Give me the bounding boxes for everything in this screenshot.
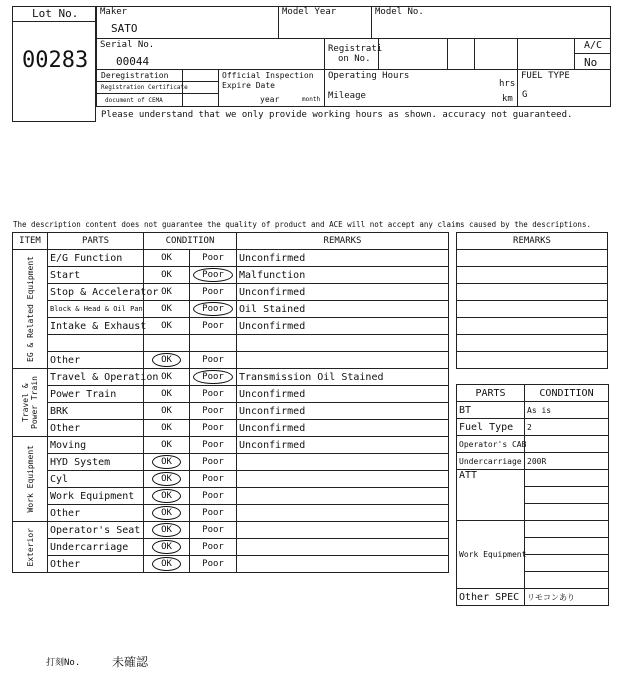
part-name <box>48 335 144 352</box>
poor-cell <box>190 352 237 369</box>
remark-cell: Unconfirmed <box>237 437 449 454</box>
poor-cell <box>190 284 237 301</box>
part-name: Travel & Operation <box>48 369 144 386</box>
poor-cell <box>190 386 237 403</box>
poor-cell <box>190 369 237 386</box>
inspection-row <box>13 284 449 301</box>
part-name: E/G Function <box>48 250 144 267</box>
ok-mark: OK <box>161 321 172 331</box>
ok-cell <box>144 539 190 556</box>
inspection-row <box>13 556 449 573</box>
ok-mark: OK <box>161 253 172 263</box>
inspection-row <box>13 386 449 403</box>
part-name: HYD System <box>48 454 144 471</box>
poor-mark: Poor <box>202 457 224 467</box>
registration-no-cell-1 <box>378 38 448 70</box>
poor-cell <box>190 420 237 437</box>
remarks-header: REMARKS <box>237 233 449 250</box>
poor-cell <box>190 471 237 488</box>
poor-mark: Poor <box>202 508 224 518</box>
other-spec-value: リモコンあり <box>525 589 609 606</box>
part-name: Power Train <box>48 386 144 403</box>
fuel-type-label: FUEL TYPE <box>521 71 570 81</box>
poor-mark: Poor <box>202 321 224 331</box>
year-label: year <box>260 95 280 104</box>
ok-mark: OK <box>161 304 172 314</box>
right-remarks-row <box>457 267 608 284</box>
inspection-label-1: Official Inspection <box>222 71 314 80</box>
remark-cell <box>237 522 449 539</box>
ok-cell <box>144 454 190 471</box>
registration-no-label-2: on No. <box>338 54 371 64</box>
remark-cell: Transmission Oil Stained <box>237 369 449 386</box>
poor-cell <box>190 335 237 352</box>
ac-label: A/C <box>584 40 603 51</box>
part-name: Cyl <box>48 471 144 488</box>
operator-cab-label: Operator's CAB <box>457 436 525 453</box>
poor-mark: Poor <box>202 559 224 569</box>
work-equipment-row-label: Work Equipment <box>457 521 525 589</box>
undercarriage-row-value: 200R <box>525 453 609 470</box>
operating-hours-label: Operating Hours <box>328 71 410 81</box>
poor-cell <box>190 403 237 420</box>
ok-mark: OK <box>152 472 181 486</box>
poor-cell <box>190 454 237 471</box>
item-group-label: Exterior <box>25 527 35 567</box>
poor-mark: Poor <box>193 302 233 316</box>
inspection-row <box>13 301 449 318</box>
ok-mark: OK <box>161 440 172 450</box>
poor-cell <box>190 267 237 284</box>
part-name: Undercarriage <box>48 539 144 556</box>
ok-cell <box>144 250 190 267</box>
poor-cell <box>190 301 237 318</box>
poor-mark: Poor <box>202 525 224 535</box>
condition-header: CONDITION <box>144 233 237 250</box>
remark-cell <box>237 539 449 556</box>
remark-cell <box>237 488 449 505</box>
part-name: Start <box>48 267 144 284</box>
lot-no-label: Lot No. <box>32 7 79 20</box>
remark-cell <box>237 505 449 522</box>
ok-cell <box>144 403 190 420</box>
work-equipment-value <box>525 538 609 555</box>
model-year-label: Model Year <box>282 7 337 17</box>
poor-mark: Poor <box>202 355 224 365</box>
right-parts-table <box>456 384 609 606</box>
remark-cell: Unconfirmed <box>237 318 449 335</box>
inspection-row <box>13 454 449 471</box>
operator-cab-value <box>525 436 609 453</box>
inspection-row <box>13 335 449 352</box>
poor-mark: Poor <box>202 389 224 399</box>
item-group-cell <box>13 437 48 522</box>
part-name: Moving <box>48 437 144 454</box>
registration-no-label-1: Registrati <box>328 44 383 54</box>
inspection-row <box>13 505 449 522</box>
inspection-row <box>13 250 449 267</box>
item-group-label: Work Equipment <box>25 445 35 513</box>
right-condition-header: CONDITION <box>525 385 609 402</box>
ok-mark: OK <box>152 557 181 571</box>
ok-mark: OK <box>161 406 172 416</box>
item-group-cell <box>13 369 48 437</box>
right-remarks-row <box>457 301 608 318</box>
inspection-row <box>13 488 449 505</box>
inspection-row <box>13 352 449 369</box>
right-remarks-header: REMARKS <box>457 233 608 250</box>
inspection-row <box>13 369 449 386</box>
poor-cell <box>190 250 237 267</box>
att-value <box>525 470 609 487</box>
att-value <box>525 487 609 504</box>
fuel-type-row-value: 2 <box>525 419 609 436</box>
remark-cell <box>237 352 449 369</box>
item-group-cell <box>13 250 48 369</box>
ok-mark: OK <box>161 270 172 280</box>
other-spec-label: Other SPEC <box>457 589 525 606</box>
part-name: Other <box>48 505 144 522</box>
ok-cell <box>144 335 190 352</box>
part-name: Other <box>48 420 144 437</box>
inspection-row <box>13 471 449 488</box>
inspection-row <box>13 267 449 284</box>
poor-cell <box>190 318 237 335</box>
right-remarks-row <box>457 250 608 267</box>
registration-no-cell-3 <box>474 38 518 70</box>
registration-no-cell-2 <box>447 38 475 70</box>
remark-cell <box>237 454 449 471</box>
serial-no-label: Serial No. <box>100 40 155 50</box>
ok-mark: OK <box>152 353 181 367</box>
remark-cell: Oil Stained <box>237 301 449 318</box>
poor-cell <box>190 437 237 454</box>
inspection-row <box>13 420 449 437</box>
inspection-row <box>13 318 449 335</box>
fuel-type-value: G <box>522 90 528 100</box>
part-name: Other <box>48 556 144 573</box>
registration-no-cell-4 <box>517 38 575 70</box>
disclaimer: The description content does not guarantee the quality of product and ACE will not accept any claims caused by the descriptions. <box>13 220 591 229</box>
poor-mark: Poor <box>202 406 224 416</box>
remark-cell <box>237 335 449 352</box>
part-name: Block & Head & Oil Pan <box>48 301 144 318</box>
cema-label: document of CEMA <box>105 97 163 104</box>
ok-cell <box>144 352 190 369</box>
parts-header: PARTS <box>48 233 144 250</box>
ok-mark: OK <box>161 389 172 399</box>
stamp-no-value: 未確認 <box>112 655 149 669</box>
poor-mark: Poor <box>202 440 224 450</box>
ok-mark: OK <box>152 489 181 503</box>
hrs-label: hrs <box>499 79 516 89</box>
ok-cell <box>144 301 190 318</box>
item-group-cell <box>13 522 48 573</box>
right-remarks-row <box>457 284 608 301</box>
work-equipment-value <box>525 521 609 538</box>
ok-cell <box>144 420 190 437</box>
poor-mark: Poor <box>193 268 233 282</box>
part-name: BRK <box>48 403 144 420</box>
poor-mark: Poor <box>202 542 224 552</box>
inspection-row <box>13 522 449 539</box>
working-hours-note: Please understand that we only provide working hours as shown. accuracy not guaranteed. <box>101 110 573 120</box>
mileage-label: Mileage <box>328 91 366 101</box>
poor-cell <box>190 488 237 505</box>
right-remarks-row <box>457 335 608 352</box>
poor-mark: Poor <box>202 423 224 433</box>
ok-mark: OK <box>161 287 172 297</box>
remark-cell: Unconfirmed <box>237 420 449 437</box>
part-name: Other <box>48 352 144 369</box>
deregistration-label: Deregistration <box>101 71 169 80</box>
poor-cell <box>190 522 237 539</box>
fuel-type-row-label: Fuel Type <box>457 419 525 436</box>
ok-mark: OK <box>152 540 181 554</box>
poor-cell <box>190 556 237 573</box>
ok-cell <box>144 471 190 488</box>
model-no-label: Model No. <box>375 7 424 17</box>
att-value <box>525 504 609 521</box>
bt-label: BT <box>457 402 525 419</box>
part-name: Intake & Exhaust <box>48 318 144 335</box>
remark-cell <box>237 556 449 573</box>
poor-mark: Poor <box>202 253 224 263</box>
lot-no-value: 00283 <box>22 48 89 73</box>
remark-cell: Malfunction <box>237 267 449 284</box>
part-name: Operator's Seat <box>48 522 144 539</box>
right-parts-header: PARTS <box>457 385 525 402</box>
ok-cell <box>144 318 190 335</box>
month-label: month <box>302 96 321 103</box>
remark-cell: Unconfirmed <box>237 386 449 403</box>
ok-cell <box>144 267 190 284</box>
part-name: Stop & Accelerator <box>48 284 144 301</box>
ok-mark: OK <box>161 372 172 382</box>
work-equipment-value <box>525 572 609 589</box>
km-label: km <box>502 94 513 104</box>
poor-mark: Poor <box>202 287 224 297</box>
ac-value: No <box>584 56 598 69</box>
ok-cell <box>144 437 190 454</box>
ok-mark: OK <box>152 455 181 469</box>
maker-value: SATO <box>111 22 138 35</box>
remark-cell: Unconfirmed <box>237 403 449 420</box>
bt-value: As is <box>525 402 609 419</box>
ok-mark: OK <box>161 423 172 433</box>
remark-cell <box>237 471 449 488</box>
inspection-label-2: Expire Date <box>222 81 275 90</box>
right-remarks-table <box>456 232 608 369</box>
ok-cell <box>144 386 190 403</box>
right-remarks-row <box>457 318 608 335</box>
inspection-table <box>12 232 449 573</box>
ok-cell <box>144 505 190 522</box>
ok-mark: OK <box>152 506 181 520</box>
poor-cell <box>190 539 237 556</box>
right-remarks-row <box>457 352 608 369</box>
inspection-row <box>13 403 449 420</box>
ok-cell <box>144 488 190 505</box>
registration-certificate-label: Registration Certificate <box>101 84 188 91</box>
poor-mark: Poor <box>202 474 224 484</box>
stamp-no-label: 打刻No. <box>46 658 81 668</box>
serial-no-value: 00044 <box>116 55 150 68</box>
inspection-row <box>13 539 449 556</box>
item-group-label: EG & Related Equipment <box>25 256 35 362</box>
deregistration-value-row-2 <box>182 81 219 94</box>
undercarriage-row-label: Undercarriage <box>457 453 525 470</box>
work-equipment-value <box>525 555 609 572</box>
ok-cell <box>144 556 190 573</box>
poor-cell <box>190 505 237 522</box>
part-name: Work Equipment <box>48 488 144 505</box>
item-header: ITEM <box>13 233 48 250</box>
ok-cell <box>144 522 190 539</box>
ok-mark: OK <box>152 523 181 537</box>
att-label: ATT <box>457 470 525 521</box>
poor-mark: Poor <box>193 370 233 384</box>
poor-mark: Poor <box>202 491 224 501</box>
item-group-label: Travel & Power Train <box>21 376 39 429</box>
remark-cell: Unconfirmed <box>237 250 449 267</box>
maker-label: Maker <box>100 7 128 17</box>
inspection-row <box>13 437 449 454</box>
remark-cell: Unconfirmed <box>237 284 449 301</box>
